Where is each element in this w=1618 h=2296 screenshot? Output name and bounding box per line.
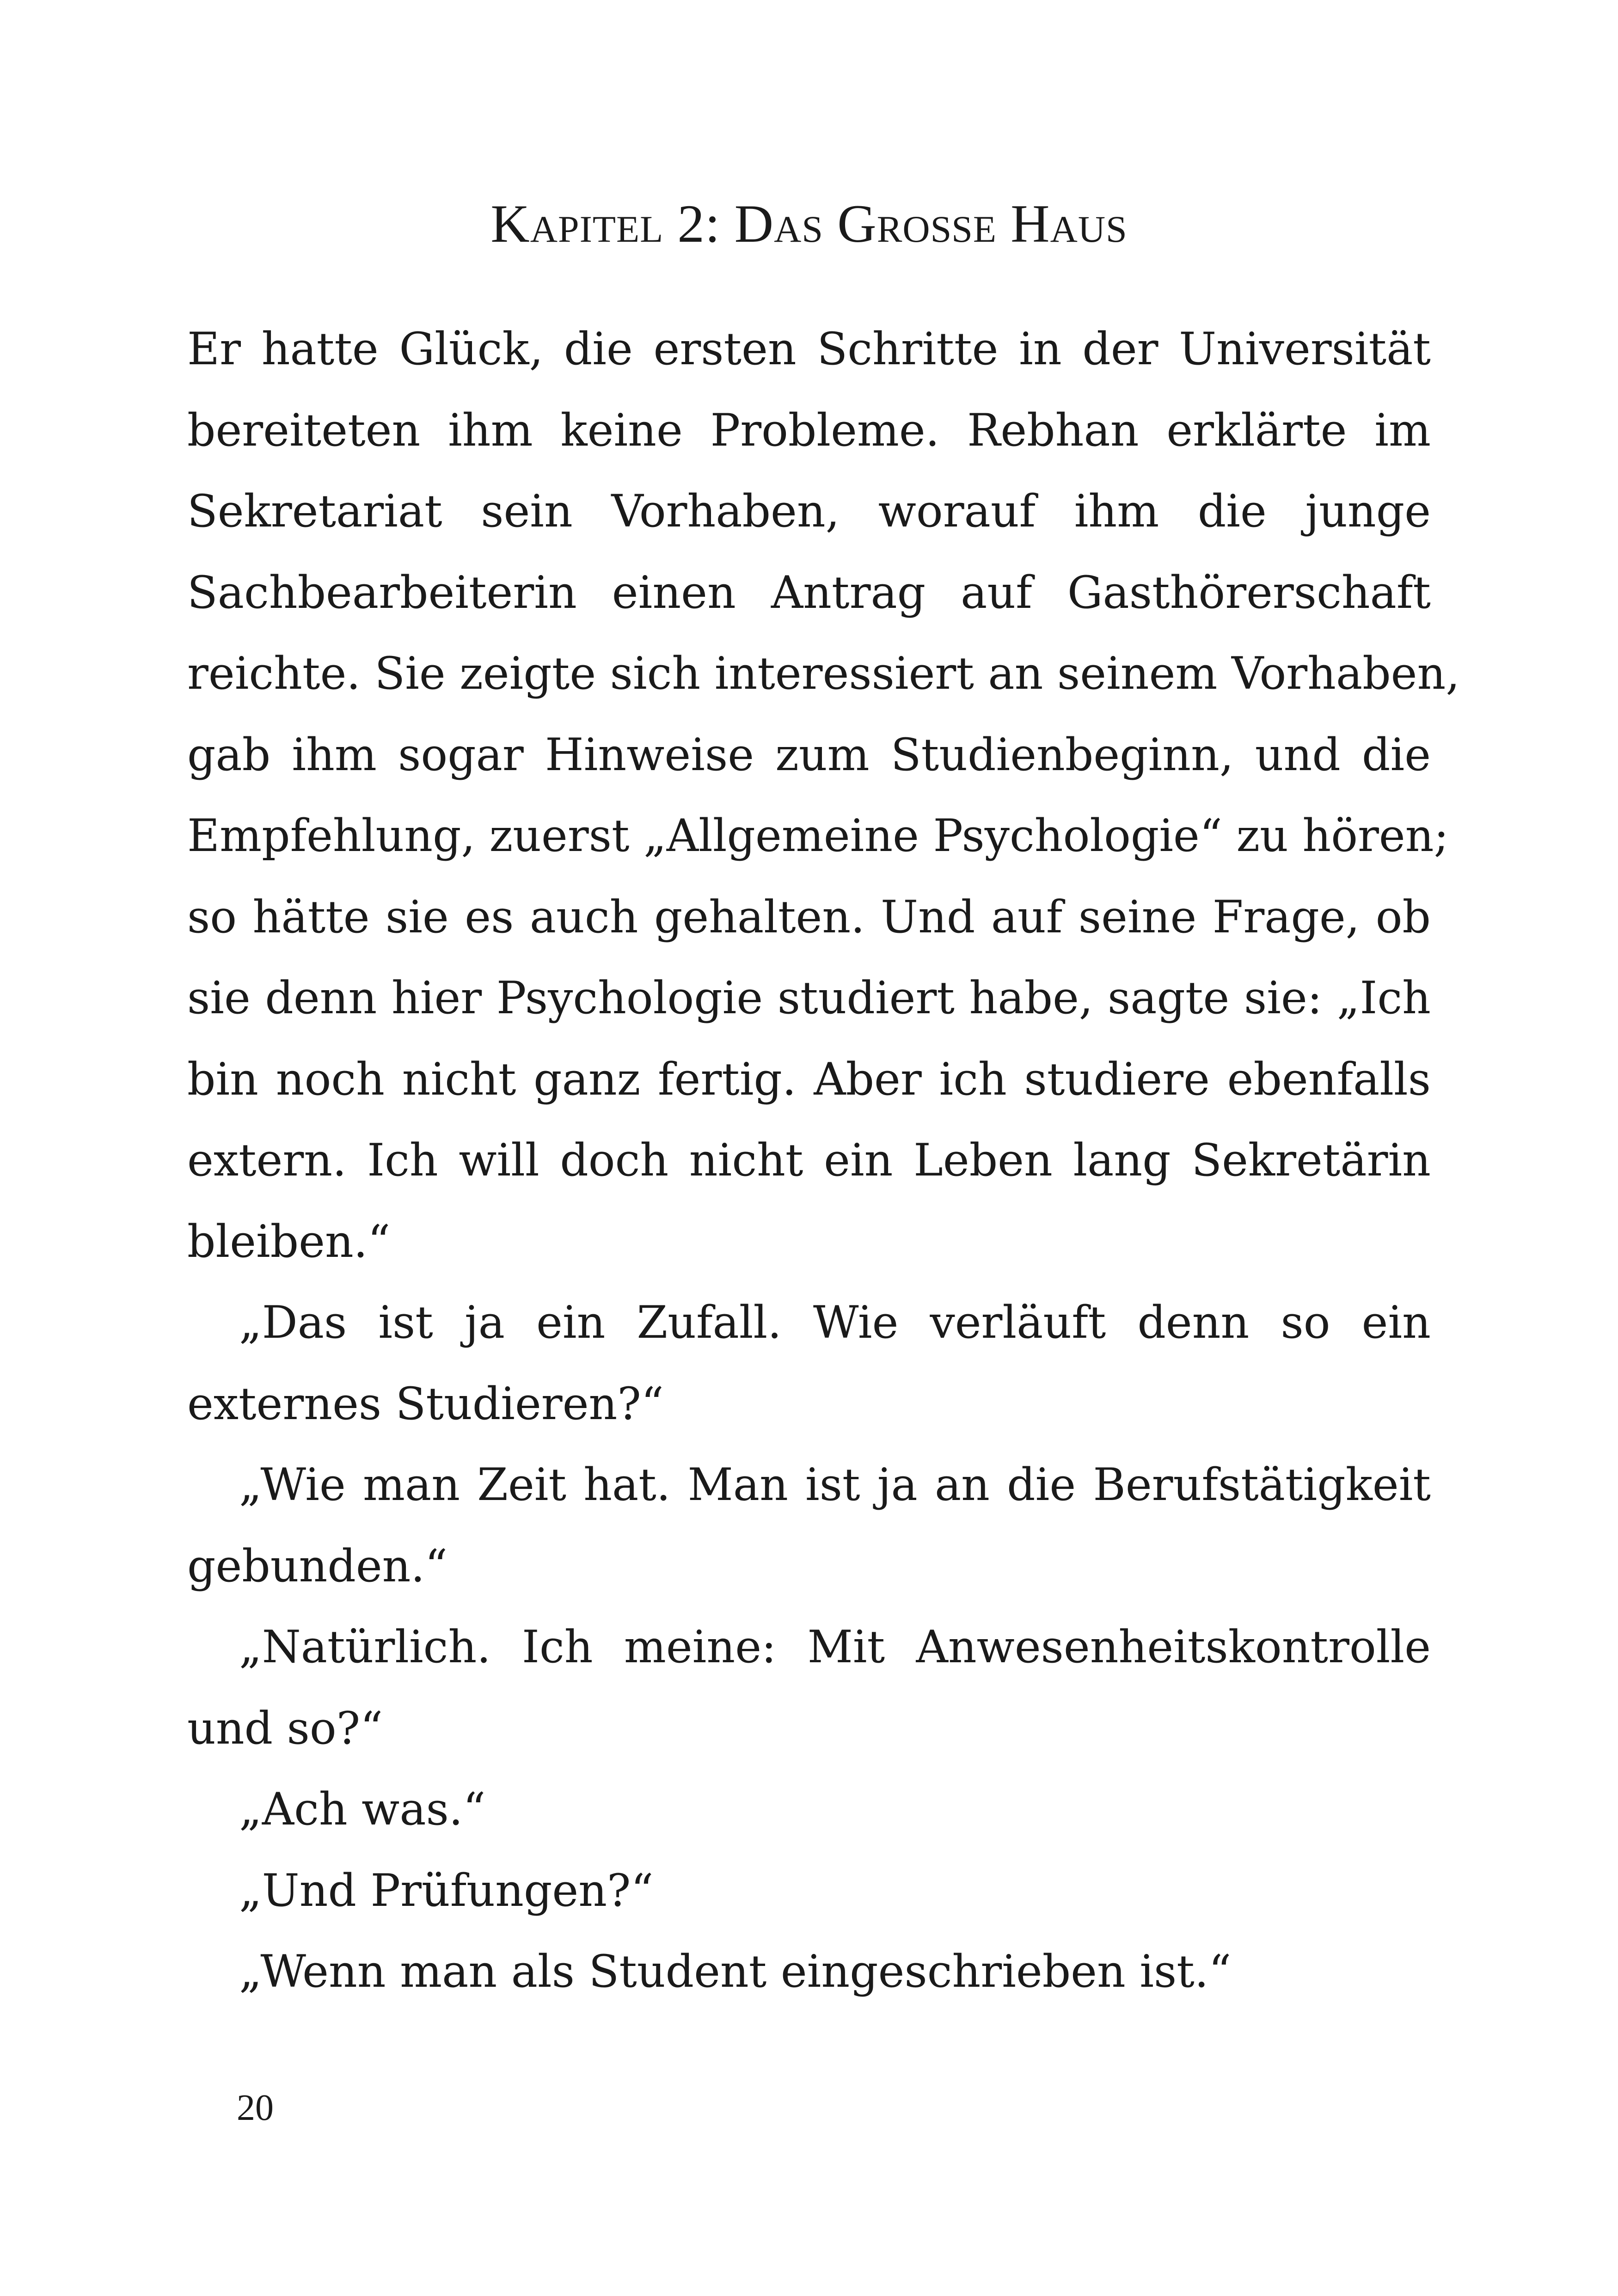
paragraph — [187, 1607, 1431, 1769]
text-line: und so?“ — [187, 1702, 383, 1754]
text-line: sie denn hier Psychologie studiert habe, sagte sie: „Ich — [187, 972, 1431, 1024]
text-line: „Natürlich. Ich meine: Mit Anwesenheitskontrolle — [239, 1621, 1431, 1673]
text-line: „Ach was.“ — [239, 1783, 486, 1835]
text-line: externes Studieren?“ — [187, 1378, 664, 1430]
text-line: reichte. Sie zeigte sich interessiert an seinem Vorhaben, — [187, 648, 1460, 699]
text-line: so hätte sie es auch gehalten. Und auf seine Frage, ob — [187, 891, 1431, 943]
paragraph — [187, 1769, 1431, 1850]
paragraph — [187, 1931, 1431, 2013]
text-line: Sekretariat sein Vorhaben, worauf ihm die junge — [187, 485, 1431, 537]
text-line: „Wie man Zeit hat. Man ist ja an die Berufstätigkeit — [239, 1459, 1431, 1511]
text-line: bleiben.“ — [187, 1215, 391, 1267]
text-line: Empfehlung, zuerst „Allgemeine Psychologie“ zu hören; — [187, 810, 1449, 862]
chapter-body — [187, 309, 1460, 2013]
text-line: bin noch nicht ganz fertig. Aber ich studiere ebenfalls — [187, 1053, 1431, 1105]
chapter-title: Kapitel 2: Das Große Haus — [490, 194, 1128, 254]
text-line: „Wenn man als Student eingeschrieben ist.“ — [239, 1946, 1232, 1997]
text-line: Er hatte Glück, die ersten Schritte in der Universität — [187, 323, 1431, 375]
text-line: „Das ist ja ein Zufall. Wie verläuft denn so ein — [239, 1297, 1431, 1348]
text-line: Sachbearbeiterin einen Antrag auf Gasthörerschaft — [187, 566, 1431, 618]
text-line: extern. Ich will doch nicht ein Leben lang Sekretärin — [187, 1134, 1431, 1186]
text-line: bereiteten ihm keine Probleme. Rebhan erklärte im — [187, 404, 1431, 456]
paragraph — [187, 309, 1460, 1282]
text-line: gab ihm sogar Hinweise zum Studienbeginn, und die — [187, 729, 1431, 781]
text-line: „Und Prüfungen?“ — [239, 1864, 654, 1916]
paragraph — [187, 1850, 1431, 1932]
page-number: 20 — [237, 2088, 274, 2128]
paragraph — [187, 1445, 1431, 1607]
text-line: gebunden.“ — [187, 1540, 448, 1592]
paragraph — [187, 1282, 1431, 1445]
